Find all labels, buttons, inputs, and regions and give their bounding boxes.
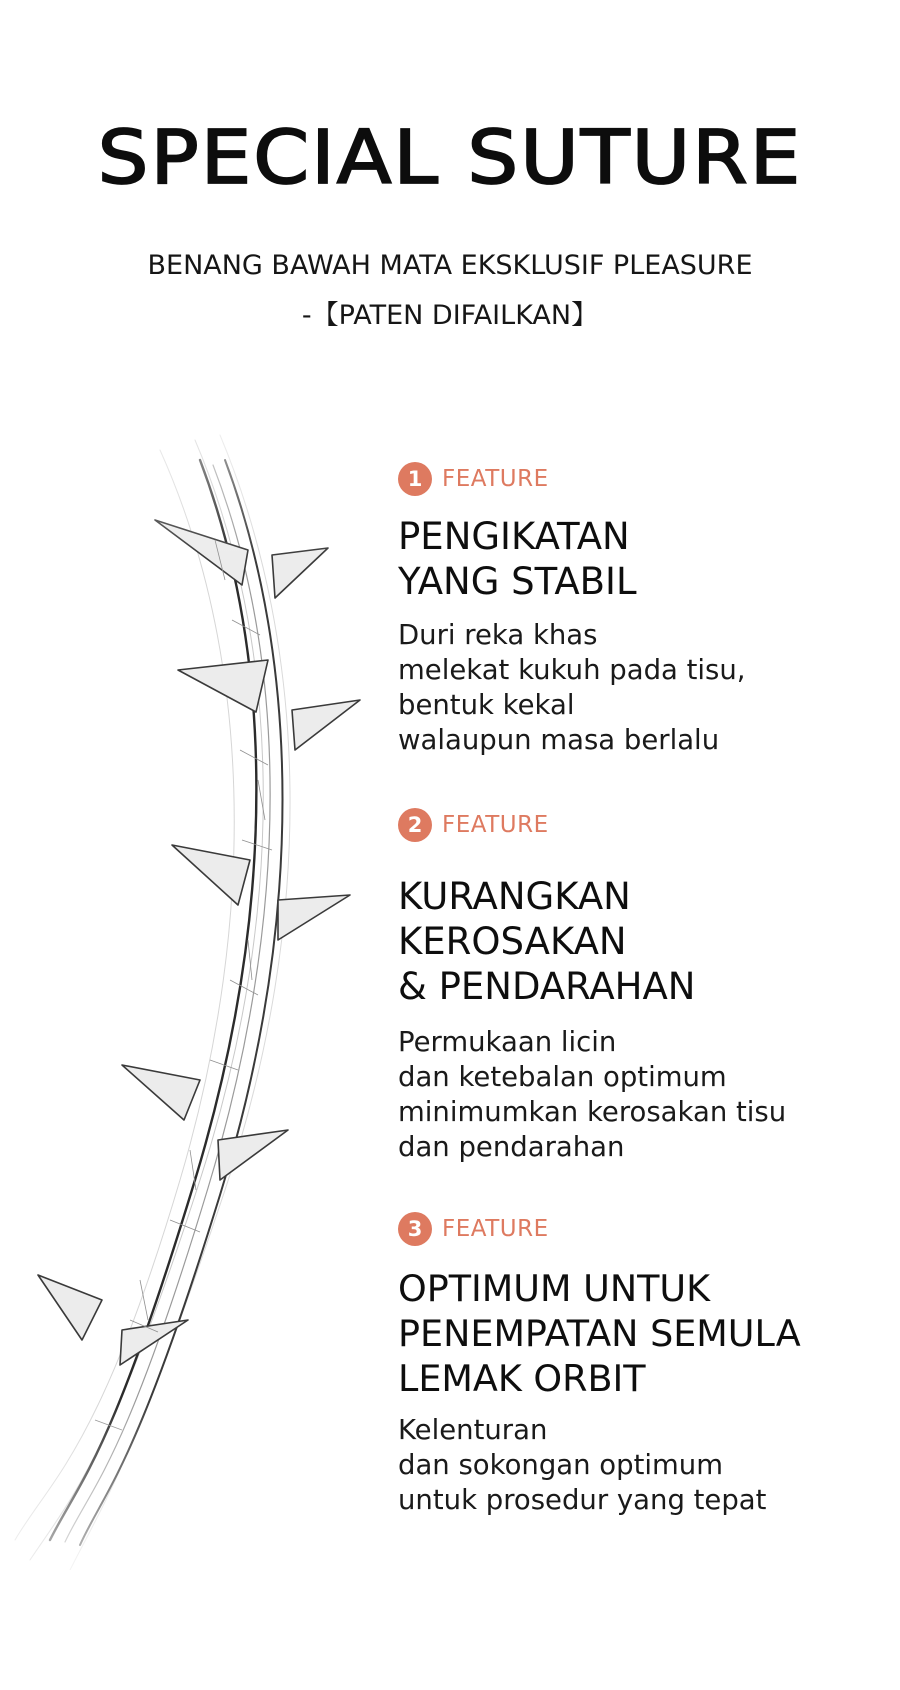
feature-number-badge: 1 xyxy=(398,462,432,496)
barbed-suture-illustration xyxy=(10,420,390,1570)
feature-1 xyxy=(398,460,888,758)
subtitle-line-2: -【PATEN DIFAILKAN】 xyxy=(301,300,599,331)
feature-description: Duri reka khas melekat kukuh pada tisu, bentuk kekal walaupun masa berlalu xyxy=(398,619,746,756)
feature-badge xyxy=(398,1210,888,1248)
feature-description: Permukaan licin dan ketebalan optimum minimumkan kerosakan tisu dan pendarahan xyxy=(398,1026,787,1163)
feature-heading: OPTIMUM UNTUK PENEMPATAN SEMULA LEMAK ORBIT xyxy=(398,1267,801,1400)
feature-heading: PENGIKATAN YANG STABIL xyxy=(398,515,637,603)
feature-3 xyxy=(398,1210,888,1518)
feature-number-badge: 3 xyxy=(398,1212,432,1246)
feature-description: Kelenturan dan sokongan optimum untuk prosedur yang tepat xyxy=(398,1414,767,1516)
feature-badge xyxy=(398,806,888,844)
page-title: SPECIAL SUTURE xyxy=(97,114,803,201)
feature-badge xyxy=(398,460,888,498)
feature-2 xyxy=(398,806,888,1165)
feature-number-badge: 2 xyxy=(398,808,432,842)
feature-heading: KURANGKAN KEROSAKAN & PENDARAHAN xyxy=(398,875,696,1008)
subtitle-line-1: BENANG BAWAH MATA EKSKLUSIF PLEASURE xyxy=(147,250,753,281)
feature-label: FEATURE xyxy=(442,466,549,492)
feature-label: FEATURE xyxy=(442,812,549,838)
feature-label: FEATURE xyxy=(442,1216,549,1242)
